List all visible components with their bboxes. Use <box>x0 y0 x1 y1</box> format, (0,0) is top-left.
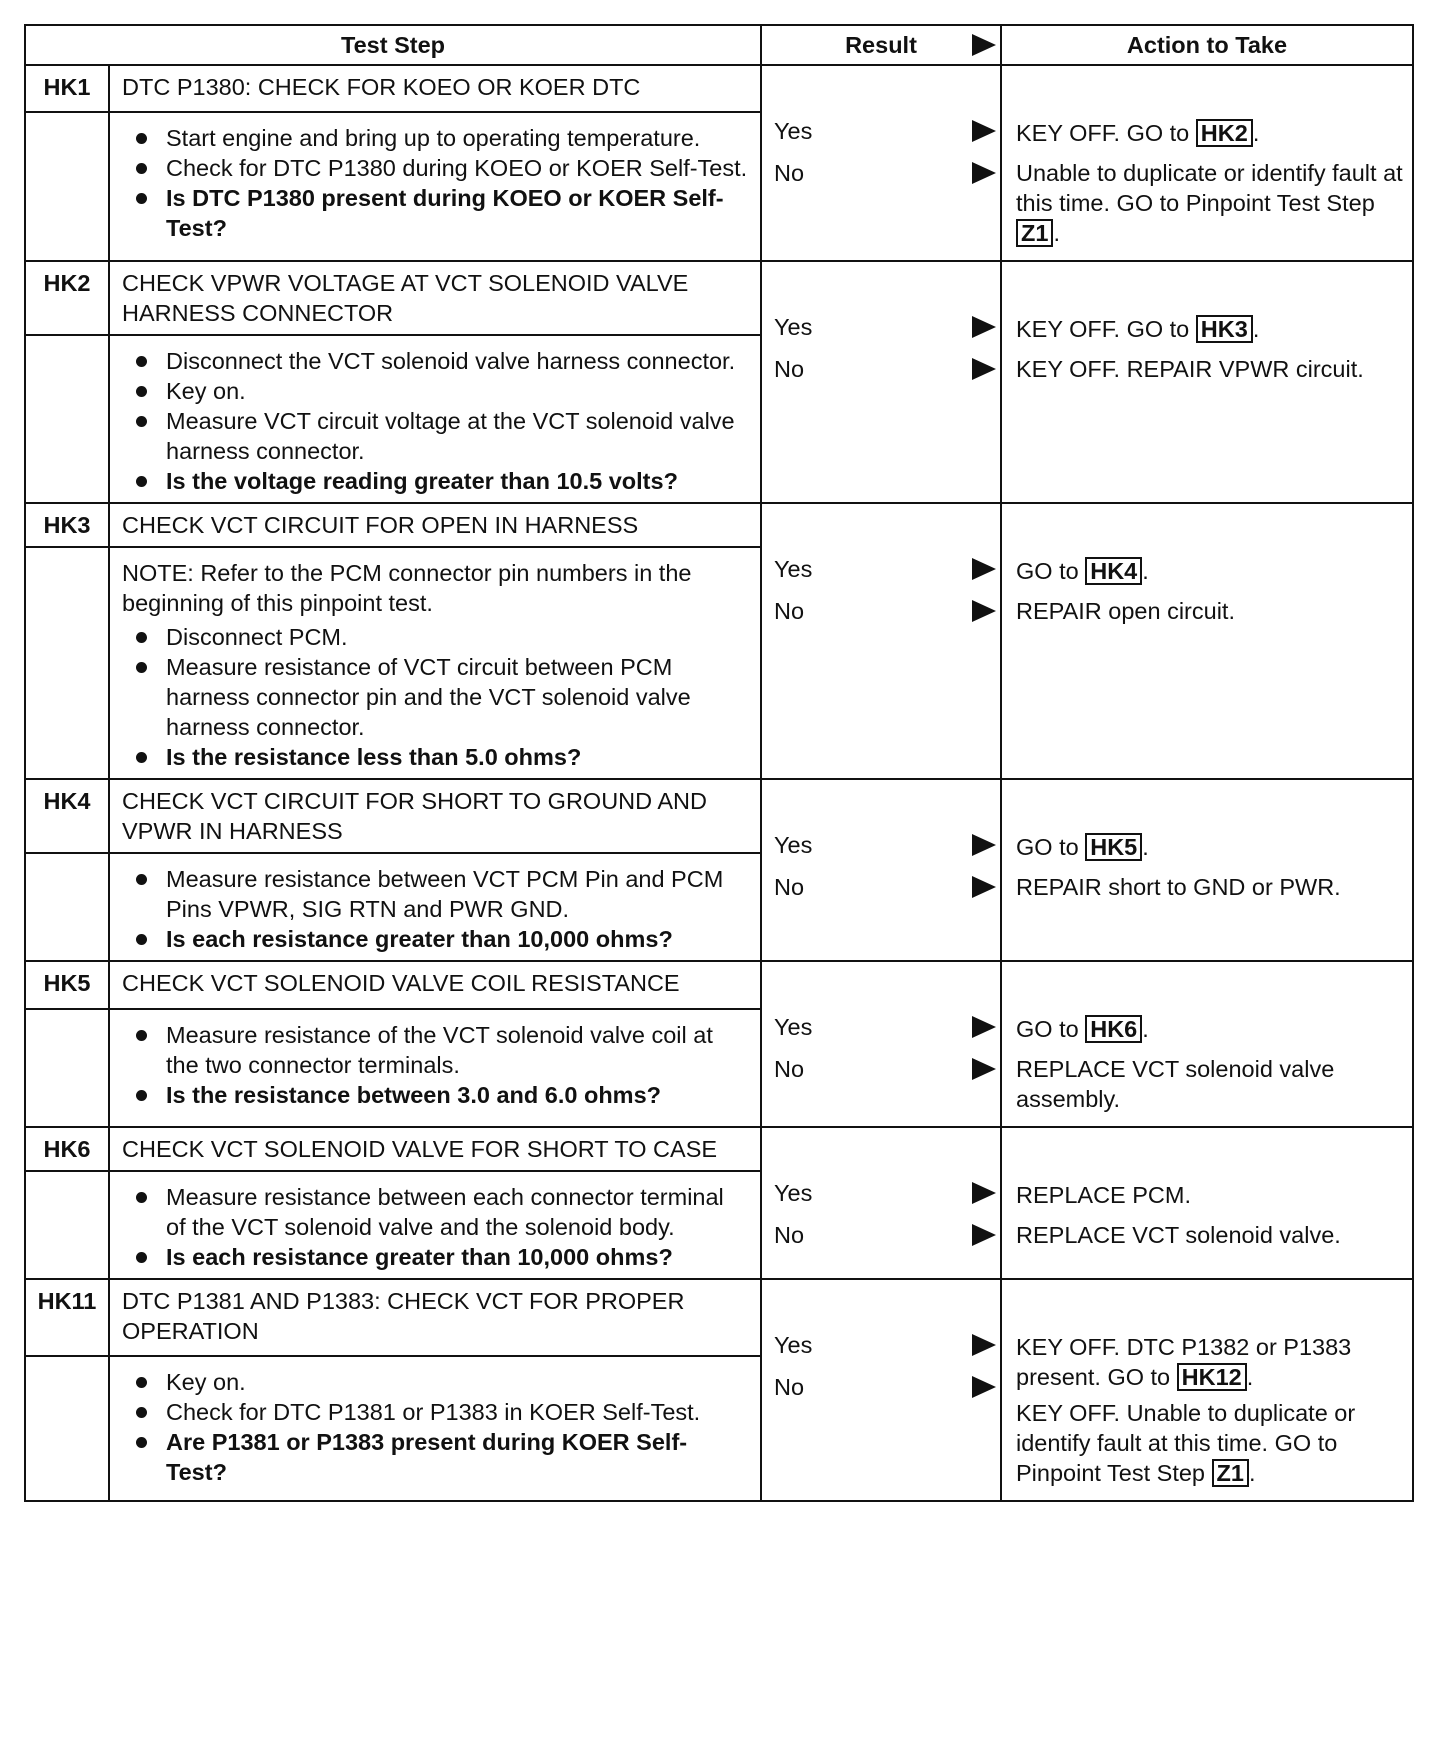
step-bullet: Key on. <box>122 376 748 406</box>
action-text: GO to <box>1016 558 1086 584</box>
action-no <box>1016 872 1404 906</box>
step-bullet: Key on. <box>122 1367 748 1397</box>
step-id: HK2 <box>25 261 109 335</box>
result-label: No <box>774 1056 805 1082</box>
action-text: GO to <box>1016 834 1086 860</box>
step-ref-link[interactable]: Z1 <box>1016 219 1053 247</box>
arrow-right-icon <box>972 1224 996 1246</box>
step-question: Is each resistance greater than 10,000 ohms? <box>122 924 748 954</box>
action-no <box>1016 596 1404 630</box>
step-results <box>761 1127 1001 1279</box>
step-id-spacer <box>25 112 109 261</box>
action-yes <box>1016 314 1404 348</box>
step-title: CHECK VCT SOLENOID VALVE COIL RESISTANCE <box>109 961 761 1009</box>
action-no <box>1016 1220 1404 1254</box>
step-bullet: Measure resistance of VCT circuit between PCM harness connector pin and the VCT solenoid valve harness connector. <box>122 652 748 742</box>
step-title: CHECK VCT CIRCUIT FOR SHORT TO GROUND AND VPWR IN HARNESS <box>109 779 761 853</box>
action-yes <box>1016 556 1404 590</box>
action-yes <box>1016 1014 1404 1048</box>
arrow-right-icon <box>972 34 996 56</box>
step-results <box>761 1279 1001 1501</box>
action-text-end: . <box>1248 1460 1256 1486</box>
step-ref-link[interactable]: Z1 <box>1212 1459 1249 1487</box>
result-yes <box>762 1324 1000 1366</box>
step-body <box>109 1171 761 1279</box>
step-question: Are P1381 or P1383 present during KOER Self-Test? <box>122 1427 748 1487</box>
action-text: KEY OFF. GO to <box>1016 316 1196 342</box>
arrow-right-icon <box>972 834 996 856</box>
step-ref-link[interactable]: HK6 <box>1085 1015 1142 1043</box>
step-bullets <box>122 864 748 954</box>
step-bullet: Measure resistance of the VCT solenoid valve coil at the two connector terminals. <box>122 1020 748 1080</box>
step-actions <box>1001 961 1413 1127</box>
step-id-spacer <box>25 547 109 779</box>
step-id-spacer <box>25 1356 109 1501</box>
result-no <box>762 152 1000 194</box>
action-text-end: . <box>1142 558 1149 584</box>
action-text-end: . <box>1142 834 1149 860</box>
result-label: No <box>774 598 805 624</box>
step-bullet: Check for DTC P1381 or P1383 in KOER Self-Test. <box>122 1397 748 1427</box>
step-id: HK11 <box>25 1279 109 1356</box>
result-no <box>762 1048 1000 1090</box>
step-actions <box>1001 1279 1413 1501</box>
arrow-right-icon <box>972 162 996 184</box>
step-body <box>109 853 761 961</box>
step-question: Is the resistance between 3.0 and 6.0 ohms? <box>122 1080 748 1110</box>
result-label: Yes <box>774 1332 813 1358</box>
step-body <box>109 112 761 261</box>
step-bullet: Measure resistance between each connector terminal of the VCT solenoid valve and the solenoid body. <box>122 1182 748 1242</box>
step-actions <box>1001 779 1413 961</box>
result-label: Yes <box>774 832 813 858</box>
result-label: No <box>774 160 805 186</box>
arrow-right-icon <box>972 120 996 142</box>
header-result: Result <box>761 25 1001 65</box>
action-text: KEY OFF. REPAIR VPWR circuit. <box>1016 356 1364 382</box>
step-actions <box>1001 1127 1413 1279</box>
arrow-right-icon <box>972 1182 996 1204</box>
action-text: KEY OFF. GO to <box>1016 120 1196 146</box>
result-yes <box>762 548 1000 590</box>
action-text-end: . <box>1142 1016 1149 1042</box>
action-no <box>1016 354 1404 388</box>
step-bullet: Measure resistance between VCT PCM Pin and PCM Pins VPWR, SIG RTN and PWR GND. <box>122 864 748 924</box>
step-results <box>761 961 1001 1127</box>
step-id: HK5 <box>25 961 109 1009</box>
action-yes <box>1016 118 1404 152</box>
step-ref-link[interactable]: HK12 <box>1177 1363 1247 1391</box>
step-results <box>761 779 1001 961</box>
result-label: Yes <box>774 314 813 340</box>
arrow-right-icon <box>972 1334 996 1356</box>
step-actions <box>1001 65 1413 261</box>
step-results <box>761 503 1001 779</box>
action-text-end: . <box>1252 120 1260 146</box>
step-title-row <box>25 261 1413 335</box>
action-text: REPAIR short to GND or PWR. <box>1016 874 1341 900</box>
step-bullet: Check for DTC P1380 during KOEO or KOER Self-Test. <box>122 153 748 183</box>
result-label: Yes <box>774 1180 813 1206</box>
result-yes <box>762 824 1000 866</box>
step-id: HK6 <box>25 1127 109 1171</box>
step-title-row <box>25 503 1413 547</box>
result-no <box>762 866 1000 908</box>
header-row <box>25 25 1413 65</box>
step-title-row <box>25 779 1413 853</box>
arrow-right-icon <box>972 358 996 380</box>
step-title-row <box>25 1279 1413 1356</box>
result-label: No <box>774 1222 805 1248</box>
result-label: No <box>774 356 805 382</box>
step-id-spacer <box>25 853 109 961</box>
step-title-row <box>25 1127 1413 1171</box>
result-label: Yes <box>774 118 813 144</box>
step-question: Is DTC P1380 present during KOEO or KOER Self-Test? <box>122 183 748 243</box>
result-label: Yes <box>774 1014 813 1040</box>
step-bullets <box>122 622 748 772</box>
step-bullet: Measure VCT circuit voltage at the VCT solenoid valve harness connector. <box>122 406 748 466</box>
pinpoint-test-table <box>24 24 1414 1502</box>
step-title: CHECK VCT CIRCUIT FOR OPEN IN HARNESS <box>109 503 761 547</box>
result-no <box>762 1366 1000 1408</box>
step-title-row <box>25 961 1413 1009</box>
result-yes <box>762 1172 1000 1214</box>
step-body <box>109 1009 761 1127</box>
result-no <box>762 348 1000 390</box>
action-no <box>1016 1398 1404 1488</box>
header-test-step: Test Step <box>25 25 761 65</box>
step-bullets <box>122 1367 748 1487</box>
step-bullets <box>122 346 748 496</box>
arrow-right-icon <box>972 1376 996 1398</box>
step-actions <box>1001 261 1413 503</box>
action-text-end: . <box>1053 220 1060 246</box>
action-text: REPLACE PCM. <box>1016 1182 1191 1208</box>
step-title: DTC P1380: CHECK FOR KOEO OR KOER DTC <box>109 65 761 112</box>
action-text: KEY OFF. DTC P1382 or P1383 present. GO to <box>1016 1334 1352 1390</box>
arrow-right-icon <box>972 876 996 898</box>
step-bullets <box>122 123 748 243</box>
step-ref-link[interactable]: HK3 <box>1196 315 1253 343</box>
step-results <box>761 65 1001 261</box>
step-ref-link[interactable]: HK4 <box>1085 557 1142 585</box>
step-question: Is each resistance greater than 10,000 ohms? <box>122 1242 748 1272</box>
arrow-right-icon <box>972 1058 996 1080</box>
step-bullet: Disconnect the VCT solenoid valve harness connector. <box>122 346 748 376</box>
arrow-right-icon <box>972 316 996 338</box>
step-bullet: Start engine and bring up to operating temperature. <box>122 123 748 153</box>
step-id-spacer <box>25 1009 109 1127</box>
step-body <box>109 1356 761 1501</box>
step-actions <box>1001 503 1413 779</box>
step-id: HK1 <box>25 65 109 112</box>
result-label: Yes <box>774 556 813 582</box>
header-action: Action to Take <box>1001 25 1413 65</box>
action-text: KEY OFF. Unable to duplicate or identify fault at this time. GO to Pinpoint Test Step <box>1016 1400 1356 1486</box>
arrow-right-icon <box>972 1016 996 1038</box>
arrow-right-icon <box>972 600 996 622</box>
step-title: CHECK VCT SOLENOID VALVE FOR SHORT TO CASE <box>109 1127 761 1171</box>
result-yes <box>762 110 1000 152</box>
step-title-row <box>25 65 1413 112</box>
step-id-spacer <box>25 1171 109 1279</box>
step-body <box>109 335 761 503</box>
step-id: HK3 <box>25 503 109 547</box>
result-label: No <box>774 1374 805 1400</box>
action-text: REPAIR open circuit. <box>1016 598 1235 624</box>
step-results <box>761 261 1001 503</box>
result-yes <box>762 306 1000 348</box>
action-yes <box>1016 1180 1404 1214</box>
step-id: HK4 <box>25 779 109 853</box>
action-text: REPLACE VCT solenoid valve assembly. <box>1016 1056 1335 1112</box>
step-question: Is the voltage reading greater than 10.5 volts? <box>122 466 748 496</box>
step-bullets <box>122 1020 748 1110</box>
action-yes <box>1016 1332 1404 1392</box>
step-note: NOTE: Refer to the PCM connector pin numbers in the beginning of this pinpoint test. <box>122 560 692 616</box>
step-title: DTC P1381 AND P1383: CHECK VCT FOR PROPER OPERATION <box>109 1279 761 1356</box>
step-ref-link[interactable]: HK5 <box>1085 833 1142 861</box>
action-text: GO to <box>1016 1016 1086 1042</box>
action-no <box>1016 1054 1404 1114</box>
result-yes <box>762 1006 1000 1048</box>
result-label: No <box>774 874 805 900</box>
action-text: Unable to duplicate or identify fault at this time. GO to Pinpoint Test Step <box>1016 160 1403 216</box>
step-title: CHECK VPWR VOLTAGE AT VCT SOLENOID VALVE HARNESS CONNECTOR <box>109 261 761 335</box>
action-text: REPLACE VCT solenoid valve. <box>1016 1222 1341 1248</box>
action-text-end: . <box>1252 316 1260 342</box>
action-text-end: . <box>1246 1364 1254 1390</box>
step-id-spacer <box>25 335 109 503</box>
step-question: Is the resistance less than 5.0 ohms? <box>122 742 748 772</box>
result-no <box>762 590 1000 632</box>
step-ref-link[interactable]: HK2 <box>1196 119 1253 147</box>
arrow-right-icon <box>972 558 996 580</box>
result-no <box>762 1214 1000 1256</box>
step-bullet: Disconnect PCM. <box>122 622 748 652</box>
action-yes <box>1016 832 1404 866</box>
step-body <box>109 547 761 779</box>
action-no <box>1016 158 1404 248</box>
step-bullets <box>122 1182 748 1272</box>
